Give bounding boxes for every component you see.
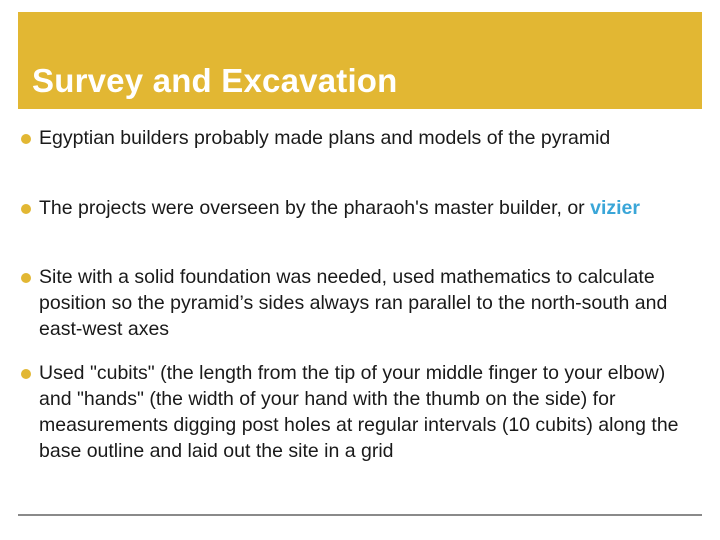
bullet-text-main: The projects were overseen by the pharaoh's master builder, or <box>39 197 591 219</box>
bullet-dot-icon <box>21 273 31 283</box>
bullet-text: Site with a solid foundation was needed, used mathematics to calculate position so the pyramid’s sides always ran parallel to the north-south and east-west axes <box>39 266 668 340</box>
bullet-text: Egyptian builders probably made plans and models of the pyramid <box>39 127 611 149</box>
bullet-text <box>39 195 703 221</box>
bullet-dot-icon <box>21 204 31 214</box>
slide-title: Survey and Excavation <box>32 62 398 99</box>
bottom-divider <box>18 514 702 516</box>
bullet-dot-icon <box>21 369 31 379</box>
bullet-dot-icon <box>21 134 31 144</box>
title-bar <box>18 12 702 109</box>
vizier-term: vizier <box>590 197 640 219</box>
bullet-text: Used "cubits" (the length from the tip of your middle finger to your elbow) and "hands" (the width of your hand with the thumb on the side) for measurements digging post holes at regular intervals (10 cubits) along the base outline and laid out the site in a grid <box>39 362 679 462</box>
